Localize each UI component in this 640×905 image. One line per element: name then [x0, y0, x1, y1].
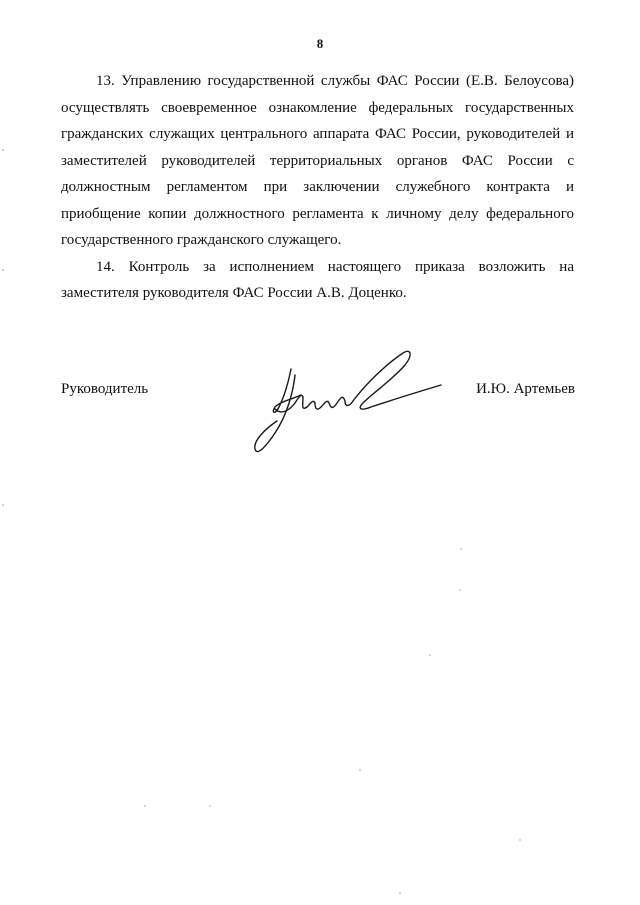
signatory-name: И.Ю. Артемьев [476, 381, 575, 397]
page-number: 8 [316, 36, 324, 51]
signatory-title: Руководитель [61, 381, 149, 397]
paragraph-14: 14. Контроль за исполнением настоящего приказа возложить на заместителя руководителя ФАС России А.В. Доценко. [61, 258, 574, 301]
document-body [61, 68, 574, 307]
handwritten-signature [245, 345, 445, 460]
paragraph-13: 13. Управлению государственной службы ФАС России (Е.В. Белоусова) осуществлять своевременное ознакомление федеральных государственных гражданских служащих центрального аппарата ФАС России, руководителей и заместителей руководителей территориальных органов ФАС России с должностным регламентом при заключении служебного контракта и приобщение копии должностного регламента к личному делу федерального государственного гражданского служащего. [61, 73, 574, 248]
